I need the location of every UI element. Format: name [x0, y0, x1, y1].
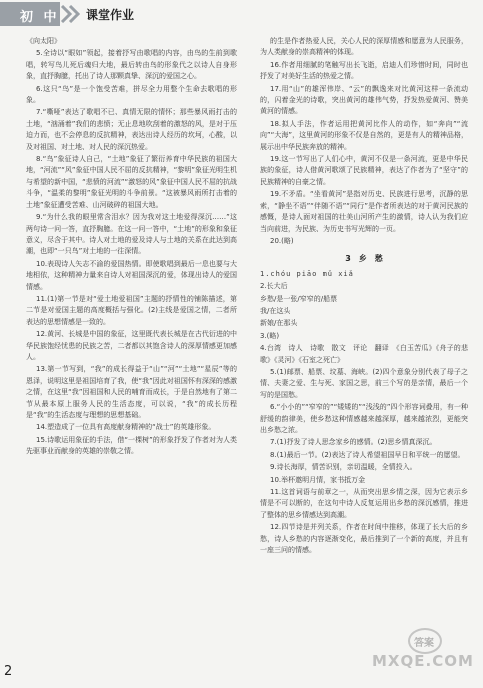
- answer-paragraph: 18.拟人手法，作者运用把黄河比作人的动作，如“奔向”“流向”“大海”，这里黄河的形象不仅是自然的，更是有人的精神品格，展示出中华民族奔放的精神。: [260, 119, 468, 151]
- left-column: [26, 36, 237, 459]
- watermark-badge: [408, 628, 442, 654]
- answer-paragraph: 15.诗歌运用象征的手法，借“一棵树”的形象抒发了作者对为人类先驱事业而献身的英雄的崇敬之情。: [26, 435, 237, 456]
- section-heading: 3 乡 愁: [345, 254, 383, 264]
- answer-paragraph: 10.举杯邀明月情，家书抵万金: [270, 475, 366, 484]
- answer-paragraph: 10.表现诗人矢志不渝的爱国热情。即使歌唱到最后一息也要与大地相依，这种精神力量来自诗人对祖国深沉的爱，体现出诗人的爱国情感。: [26, 259, 237, 291]
- answer-paragraph: 11.(1)第一节是对“爱土地爱祖国”主题的抒情性的铺陈描述，第二节是对爱国主题的高度概括与强化。(2)主线是爱国之情，二者所表达的思想情感是一致的。: [26, 294, 237, 326]
- double-chevron-right-icon: [60, 5, 82, 23]
- right-column: [260, 36, 468, 557]
- answer-paragraph: 6.“小小的”“窄窄的”“矮矮的”“浅浅的”四个形容词叠用，有一种舒缓的韵律美，使乡愁这种情感越来越深厚，越来越浓烈，更能突出乡愁之浓。: [260, 403, 468, 434]
- watermark-badge-text: 答案: [414, 638, 434, 649]
- level-tab: [0, 2, 60, 26]
- answer-paragraph: 4.台湾 诗人 诗歌 散文 评论 翻译 《白玉苦瓜》《舟子的悲歌》《灵河》《石室之死亡》: [260, 344, 468, 364]
- answer-paragraph: 5.全诗以“眼如”领起，接着抒写由歌唱的内容，由鸟的生前到歌唱，转写鸟儿死后魂归大地，最后转由鸟的形象代之以诗人自身形象，直抒胸臆，托出了诗人那颗真挚、深沉的爱国之心。: [26, 49, 237, 81]
- answer-paragraph: 7.(1)抒发了诗人思念家乡的感情。(2)思乡情真深沉。: [270, 438, 437, 447]
- level-label: 初 中: [20, 10, 60, 25]
- answer-paragraph: 19.这一节写出了人们心中，黄河不仅是一条河流，更是中华民族的象征，诗人借黄河歌颂了民族精神，表达了作者为了“坚守”的民族精神的自豪之情。: [260, 155, 468, 186]
- poem-line: 乡愁/是一张/窄窄的/船票: [260, 294, 338, 303]
- answer-paragraph: 《向太阳》: [26, 37, 61, 45]
- answer-paragraph: 2.长大后: [260, 282, 288, 291]
- answer-paragraph: 8.(1)最后一节。(2)表达了诗人希望祖国早日和平统一的愿望。: [270, 450, 465, 459]
- answer-paragraph: 的生是作者热爱人民，关心人民的深厚情感和愿意为人民服务，为人类献身的崇高精神的体现。: [260, 37, 468, 57]
- answer-paragraph: 7.“嘶哑”表达了歌唱不已、真情无限的情怀；那些暴风雨打击的土地，“汹涌着”我们的悲愤；无止息地吹刮着的激怒的风，是对于压迫力而，也不会停息的反抗精神，表达出诗人经历的坎坷，心酸，以及对祖国、对土地、对人民的深沉热爱。: [26, 108, 237, 151]
- poem-line: 新娘/在那头: [260, 319, 298, 328]
- answer-paragraph: 5.(1)邮票、船票、坟墓、海峡。(2)四个意象分别代表了母子之情、夫妻之爱、生与死、家国之思，前三个写的是亲情，最后一个写的是国愁。: [260, 367, 468, 399]
- answer-paragraph: 12.四节诗是并列关系，作者在时间中推移，体现了长大后的乡愁，诗人乡愁的内容逐渐变化，最后推到了一个新的高度，并且有一座三问的情感。: [260, 523, 468, 555]
- pinyin-answer: 1.chóu piāo mǔ xiǎ: [260, 269, 354, 278]
- watermark-text: MXQE.COM: [372, 652, 474, 670]
- answer-paragraph: 11.这首词语与前章之一，从而突出思乡情之深，因为它表示乡情是不可以断的，在这句中诗人反复运用出乡愁的深沉感情，推进了整体的思乡情感达到高潮。: [260, 488, 468, 519]
- answer-paragraph: 16.作者用细腻的笔触写出长飞逝，启迪人们珍惜时间，同时也抒发了对美好生活的热爱之情。: [260, 60, 468, 81]
- answer-paragraph: 8.“鸟”象征诗人自己，“土地”象征了繁衍养育中华民族的祖国大地，“河流”“风”象征中国人民不屈的反抗精神，“黎明”象征光明生机与希望的新中国，“悲愤的河流”“激怒的风”象征中国人民不屈的抗战斗争，“温柔的黎明”象征光明的斗争前景。“这被暴风雨所打击着的土地”象征遭受苦难、山河破碎的祖国大地。: [26, 155, 237, 209]
- answer-paragraph: 19.不矛盾。“坐看黄河”是指对历史、民族进行思考，沉静的思索，“静坐不语”“伴随不语”“同行”是作者所表达的对于黄河民族的感慨，是诗人面对祖国的壮美山河所产生的激情，诗人认为我们应当向前进，为民族、为历史书写光辉的一页。: [260, 190, 468, 233]
- page-number: 2: [4, 664, 13, 679]
- page-title: 课堂作业: [86, 8, 135, 22]
- answer-paragraph: 12.黄河、长城是中国的象征，这里既代表长城是在古代衍进的中华民族饱经忧患的民族之苦，二者都以其饱含诗人的深厚情感更加感人。: [26, 330, 237, 361]
- answer-paragraph: 9.诗长海厚，情苦识别，亲切温暖，全情投入。: [270, 463, 417, 472]
- answer-paragraph: 17.用“山”的雄浑伟岸、“云”的飘逸来对比黄河这样一条流动的，闪着金光的诗歌，突出黄河的雄伟气势，抒发热爱黄河、赞美黄河的情感。: [260, 84, 468, 116]
- answer-paragraph: 9.“为什么我的眼里常含泪水？因为我对这土地爱得深沉……”这两句诗一问一答，直抒胸臆。在这一问一答中，“土地”的形象和象征意义，尽含于其中。诗人对土地的爱及诗人与土地的关系在此达到高潮，也即“一只鸟”对土地的一往深情。: [26, 213, 237, 256]
- answer-paragraph: 6.这只“鸟”是一个饱受苦难，拼尽全力用整个生命去歌唱的形象。: [26, 84, 237, 105]
- answer-paragraph: 14.塑造成了一位具有高度献身精神的“战士”的英雄形象。: [36, 423, 216, 432]
- poem-line: 我/在这头: [260, 306, 291, 315]
- page-header: [0, 0, 483, 30]
- answer-paragraph: 13.第一节写到，“我”的成长得益于“山”“河”“土地”“星辰”等的恩泽，说明这里是祖国培育了我，使“我”因此对祖国怀有深深的感激之情，在这里“我”因祖国和人民的哺育而成长，于是自然地有了第二节从最本原上服务人民的生活态度，可以说，“我”的成长历程是“我”的生活态度与理想的思想基础。: [26, 365, 237, 419]
- answer-paragraph: 20.(略): [270, 236, 294, 245]
- answer-paragraph: 3.(略): [260, 331, 280, 340]
